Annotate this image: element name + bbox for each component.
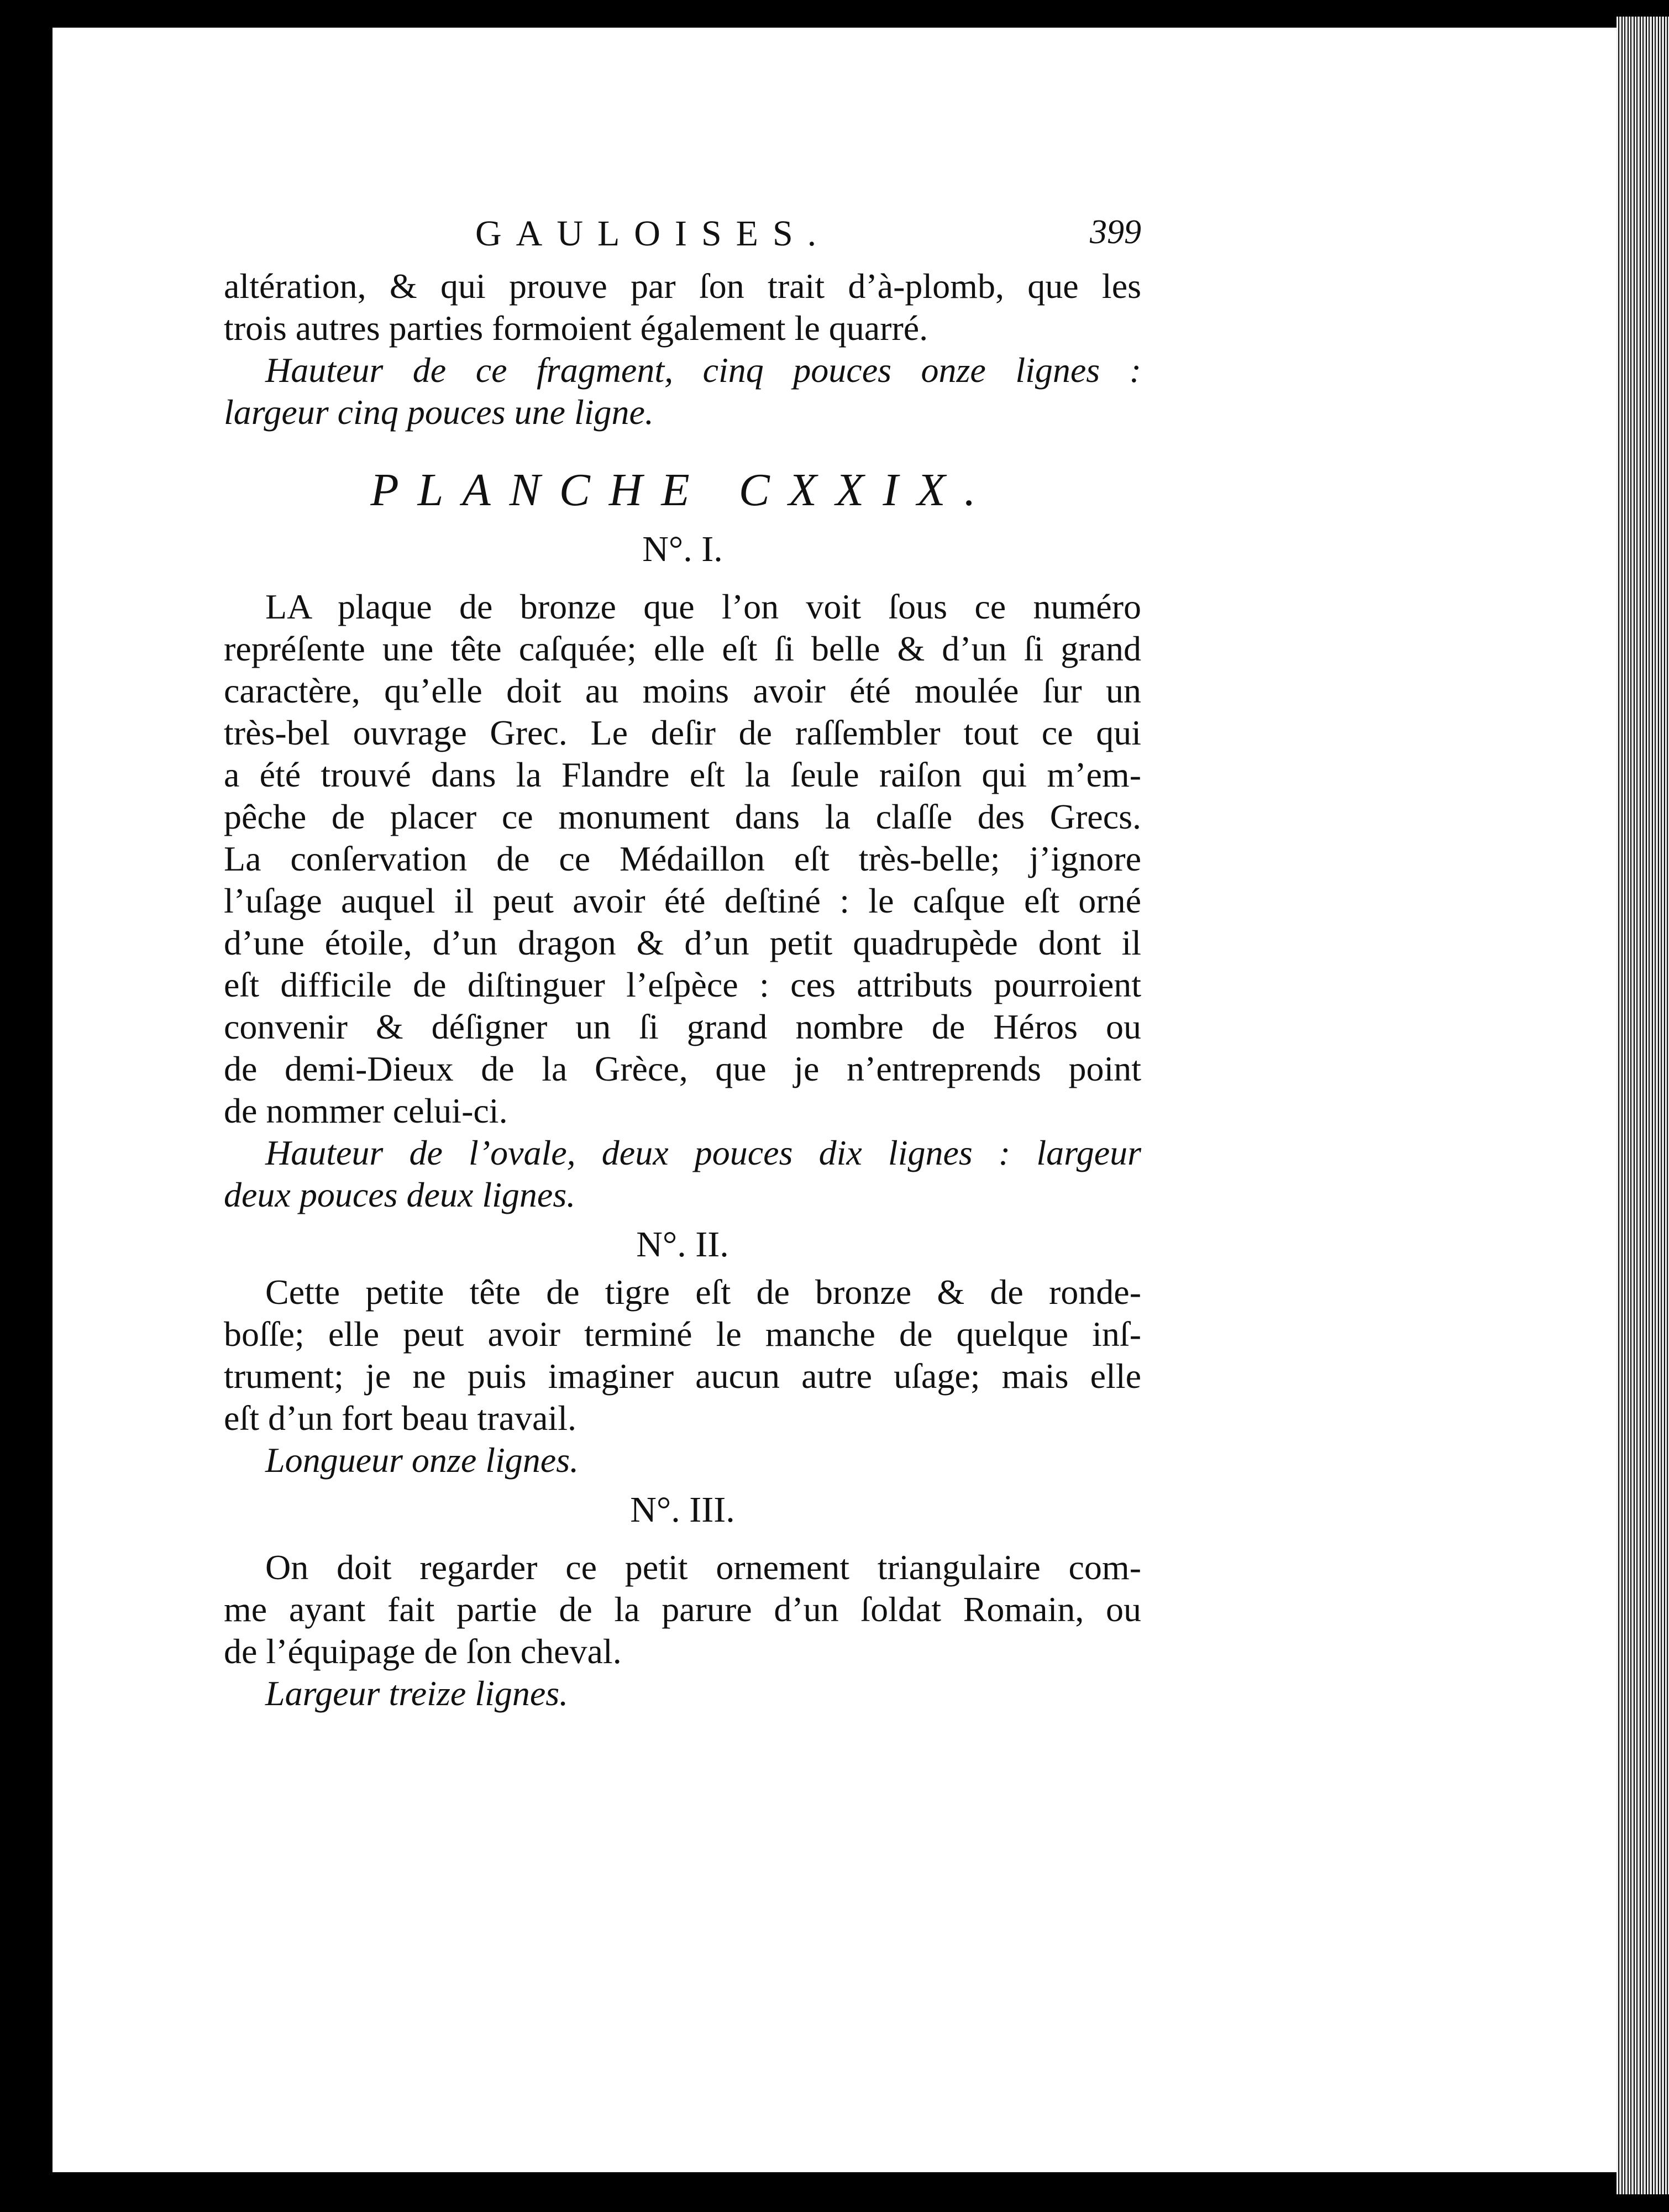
text-line: eſt d’un fort beau travail. bbox=[224, 1398, 576, 1438]
text-line: caractère, qu’elle doit au moins avoir été moulée ſur un bbox=[224, 671, 1141, 710]
plate-title: PLANCHE CXXIX. bbox=[370, 464, 995, 516]
dimension-line: Hauteur de l’ovale, deux pouces dix lignes : largeur bbox=[265, 1133, 1141, 1172]
text-line: d’une étoile, d’un dragon & d’un petit quadrupède dont il bbox=[224, 923, 1141, 962]
dimension-line: largeur cinq pouces une ligne. bbox=[224, 392, 654, 432]
section-number: N°. III. bbox=[630, 1490, 735, 1530]
text-line: La conſervation de ce Médaillon eſt très-belle; j’ignore bbox=[224, 839, 1141, 878]
text-line: me ayant fait partie de la parure d’un ſoldat Romain, ou bbox=[224, 1590, 1141, 1629]
text-line: On doit regarder ce petit ornement triangulaire com- bbox=[265, 1548, 1141, 1587]
text-line: de l’équipage de ſon cheval. bbox=[224, 1632, 622, 1671]
book-edge bbox=[1616, 17, 1669, 2194]
text-line: convenir & déſigner un ſi grand nombre de Héros ou bbox=[224, 1007, 1141, 1046]
dimension-line: Hauteur de ce fragment, cinq pouces onze lignes : bbox=[265, 350, 1141, 390]
text-line: LA plaque de bronze que l’on voit ſous ce numéro bbox=[265, 587, 1141, 626]
page-header bbox=[224, 213, 1141, 265]
page-text bbox=[224, 213, 1141, 1715]
text-line: boſſe; elle peut avoir terminé le manche de quelque inſ- bbox=[224, 1314, 1141, 1354]
dimension-line: deux pouces deux lignes. bbox=[224, 1175, 576, 1214]
section-number: N°. I. bbox=[642, 529, 723, 569]
text-line: très-bel ouvrage Grec. Le deſir de raſſembler tout ce qui bbox=[224, 713, 1141, 752]
text-line: Cette petite tête de tigre eſt de bronze & de ronde- bbox=[265, 1272, 1141, 1312]
section-number: N°. II. bbox=[636, 1224, 729, 1265]
text-line: pêche de placer ce monument dans la claſſe des Grecs. bbox=[224, 797, 1141, 836]
text-line: trois autres parties formoient également le quarré. bbox=[224, 308, 928, 348]
text-line: trument; je ne puis imaginer aucun autre uſage; mais elle bbox=[224, 1356, 1141, 1396]
text-line: l’uſage auquel il peut avoir été deſtiné : le caſque eſt orné bbox=[224, 881, 1141, 920]
text-line: repréſente une tête caſquée; elle eſt ſi belle & d’un ſi grand bbox=[224, 629, 1141, 668]
text-line: de demi-Dieux de la Grèce, que je n’entreprends point bbox=[224, 1049, 1141, 1088]
text-line: eſt difficile de diſtinguer l’eſpèce : ces attributs pourroient bbox=[224, 965, 1141, 1004]
dimension-line: Largeur treize lignes. bbox=[265, 1674, 569, 1713]
page-number: 399 bbox=[1090, 213, 1141, 251]
running-title: GAULOISES. bbox=[475, 213, 831, 254]
text-line: a été trouvé dans la Flandre eſt la ſeule raiſon qui m’em- bbox=[224, 755, 1141, 794]
dimension-line: Longueur onze lignes. bbox=[265, 1440, 579, 1480]
text-line: de nommer celui-ci. bbox=[224, 1091, 508, 1130]
text-line: altération, & qui prouve par ſon trait d’à-plomb, que les bbox=[224, 266, 1141, 306]
